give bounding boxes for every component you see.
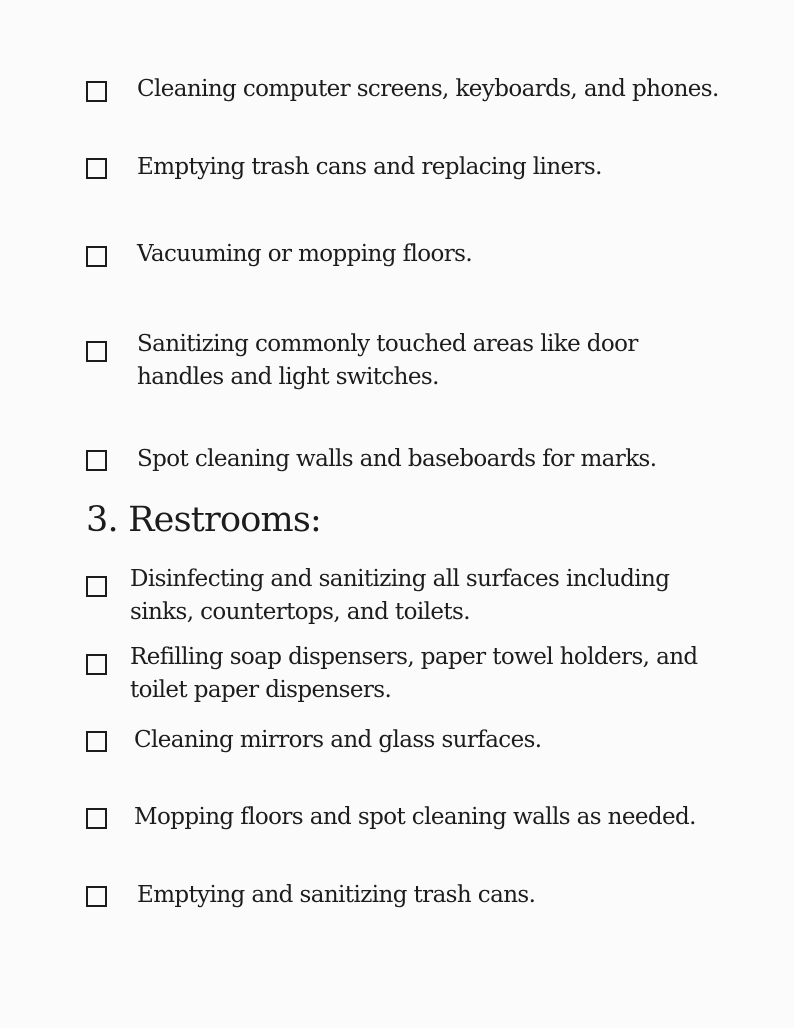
checkbox[interactable] — [86, 246, 107, 267]
checklist-item-text — [130, 641, 698, 707]
checkbox[interactable] — [86, 450, 107, 471]
checklist-item-text — [137, 73, 719, 106]
checklist-item-text — [134, 724, 542, 757]
checklist-item-text — [137, 151, 602, 184]
checkbox[interactable] — [86, 808, 107, 829]
checklist-item-line: Mopping floors and spot cleaning walls as needed. — [134, 804, 696, 830]
checklist-item-text — [130, 563, 669, 629]
checklist-item-line: Emptying and sanitizing trash cans. — [137, 882, 536, 908]
checklist-item-line: Cleaning computer screens, keyboards, and phones. — [137, 76, 719, 102]
checklist-item-text — [137, 328, 638, 394]
checklist-item-line: Cleaning mirrors and glass surfaces. — [134, 727, 542, 753]
checkbox[interactable] — [86, 158, 107, 179]
checkbox[interactable] — [86, 576, 107, 597]
checkbox[interactable] — [86, 654, 107, 675]
checklist-item-text — [137, 238, 472, 271]
checklist-item-text — [137, 443, 656, 476]
checklist-item-line: Sanitizing commonly touched areas like door — [137, 331, 638, 357]
checkbox[interactable] — [86, 886, 107, 907]
checklist-item-line: Emptying trash cans and replacing liners. — [137, 154, 602, 180]
checklist-item-line: handles and light switches. — [137, 364, 439, 390]
checklist-item-line: Disinfecting and sanitizing all surfaces including — [130, 566, 670, 592]
checklist-item-text — [134, 801, 696, 834]
checklist-item-line: Vacuuming or mopping floors. — [137, 241, 473, 267]
section-heading: 3. Restrooms: — [86, 500, 322, 540]
checklist-item-line: Spot cleaning walls and baseboards for marks. — [137, 446, 657, 472]
checklist-item-line: toilet paper dispensers. — [130, 677, 392, 703]
checkbox[interactable] — [86, 81, 107, 102]
checkbox[interactable] — [86, 341, 107, 362]
checklist-item-text — [137, 879, 535, 912]
checklist-item-line: sinks, countertops, and toilets. — [130, 599, 470, 625]
checklist-item-line: Refilling soap dispensers, paper towel holders, and — [130, 644, 698, 670]
checkbox[interactable] — [86, 731, 107, 752]
